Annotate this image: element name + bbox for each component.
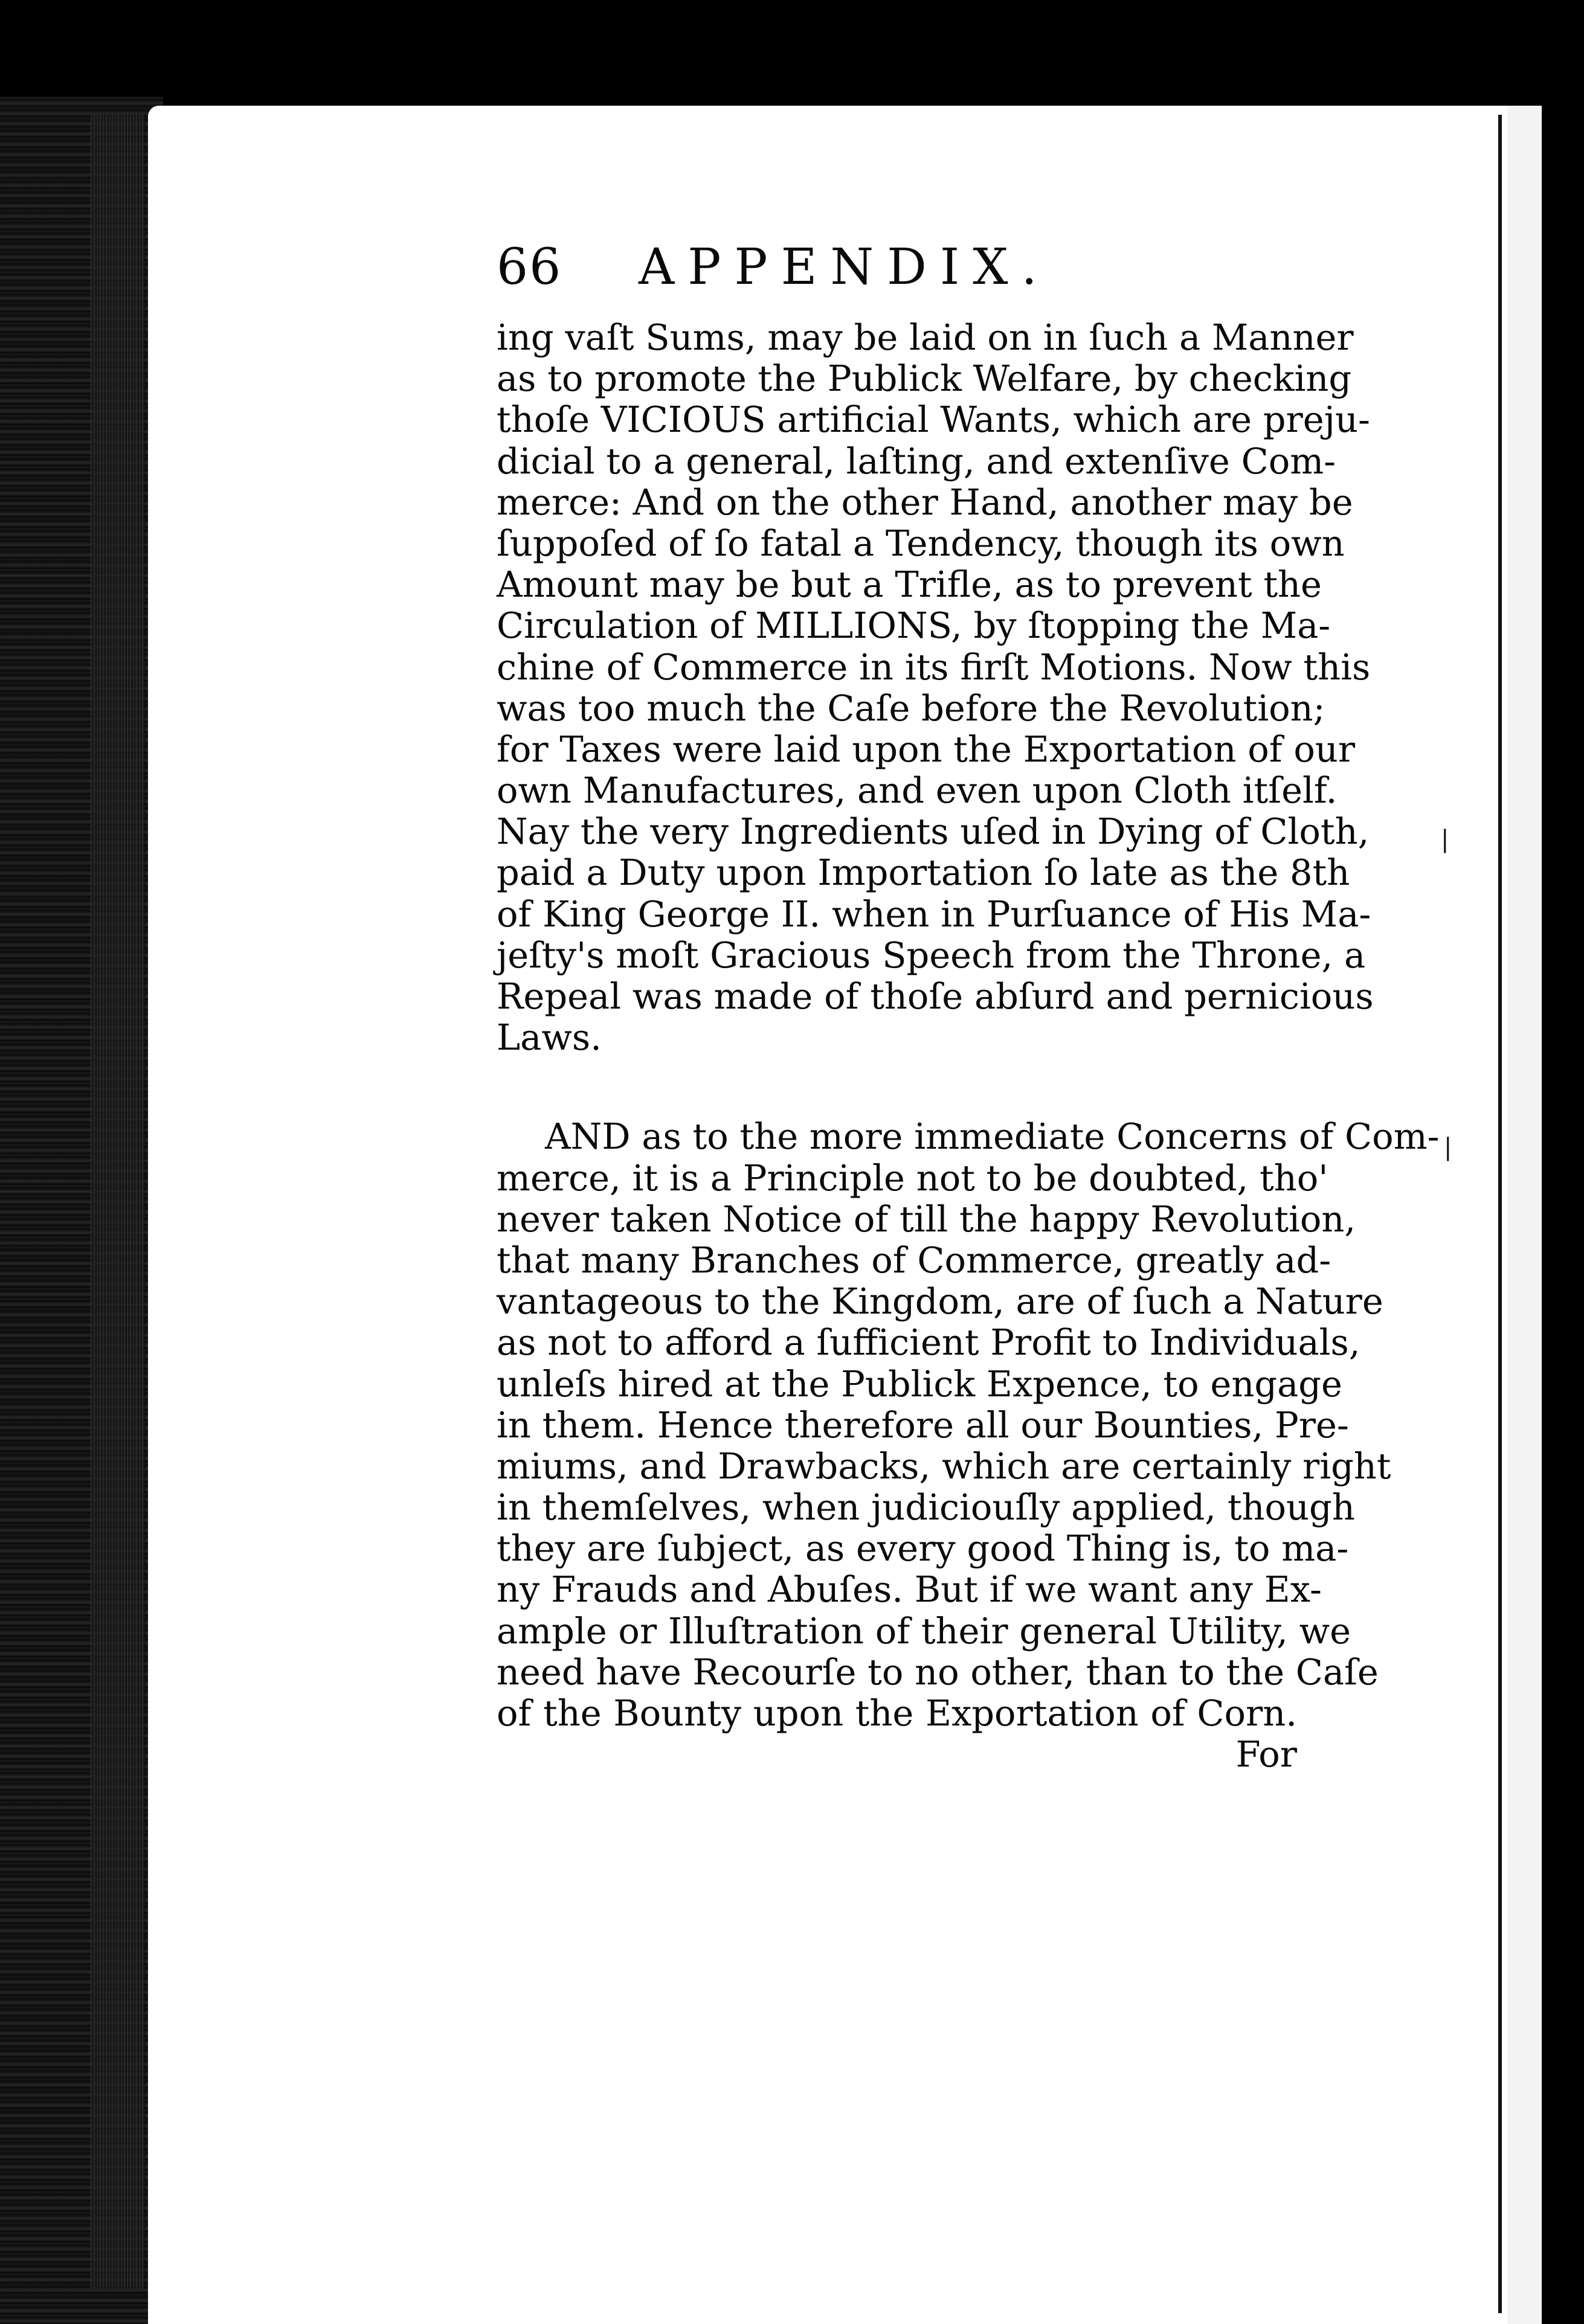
paragraph-1 [497, 316, 1374, 1059]
text-line: Repeal was made of thoſe abſurd and pernicious [497, 975, 1374, 1017]
text-line: Amount may be but a Trifle, as to prevent the [497, 563, 1322, 606]
text-line: chine of Commerce in its firſt Motions. Now this [497, 646, 1371, 688]
text-line: as to promote the Publick Welfare, by checking [497, 358, 1352, 400]
text-line: for Taxes were laid upon the Exportation of our [497, 728, 1356, 770]
text-line: jeſty's moſt Gracious Speech from the Throne, a [497, 934, 1366, 976]
running-head-title: APPENDIX. [639, 239, 1051, 296]
text-line: never taken Notice of till the happy Revolution, [497, 1198, 1356, 1240]
text-line: Laws. [497, 1016, 602, 1059]
margin-mark: | [1444, 1134, 1452, 1161]
text-line: as not to afford a ſufficient Profit to Individuals, [497, 1321, 1360, 1364]
text-line: that many Branches of Commerce, greatly ad- [497, 1239, 1331, 1281]
page-fold-line [1498, 115, 1502, 2313]
next-page-strip [1507, 106, 1544, 2324]
text-line: own Manufactures, and even upon Cloth itſelf. [497, 769, 1338, 812]
text-line: in them. Hence therefore all our Bounties, Pre- [497, 1404, 1349, 1446]
paragraph-2 [497, 1115, 1440, 1776]
text-line: need have Recourſe to no other, than to the Caſe [497, 1651, 1379, 1693]
paragraph-gap [497, 1058, 1297, 1116]
text-line: Circulation of MILLIONS, by ſtopping the Ma- [497, 605, 1331, 647]
text-line: AND as to the more immediate Concerns of Com- [545, 1115, 1440, 1158]
page-number: 66 [497, 239, 562, 296]
text-line: merce: And on the other Hand, another may be [497, 481, 1353, 523]
margin-mark: | [1441, 826, 1449, 853]
text-line: ſuppoſed of ſo fatal a Tendency, though its own [497, 522, 1345, 564]
text-line: in themſelves, when judiciouſly applied, though [497, 1486, 1355, 1529]
text-line: Nay the very Ingredients uſed in Dying of Cloth, [497, 811, 1370, 853]
text-line: thoſe VICIOUS artificial Wants, which are preju- [497, 399, 1370, 441]
text-line: merce, it is a Principle not to be doubted, tho' [497, 1157, 1328, 1199]
text-line: paid a Duty upon Importation ſo late as the 8th [497, 852, 1350, 894]
running-head [497, 239, 1297, 317]
catchword: For [1235, 1733, 1297, 1776]
text-line: ample or Illuſtration of their general Utility, we [497, 1610, 1351, 1652]
text-line: ny Frauds and Abuſes. But if we want any Ex- [497, 1568, 1322, 1611]
text-line: dicial to a general, laſting, and extenſive Com- [497, 440, 1336, 482]
book-gutter-shadow [91, 115, 145, 2289]
text-line: vantageous to the Kingdom, are of ſuch a Nature [497, 1280, 1383, 1323]
text-line: was too much the Caſe before the Revolution; [497, 687, 1325, 729]
text-line: they are ſubject, as every good Thing is, to ma- [497, 1527, 1349, 1570]
text-line: unleſs hired at the Publick Expence, to engage [497, 1363, 1342, 1405]
text-line: ing vaſt Sums, may be laid on in ſuch a Manner [497, 316, 1354, 358]
scan-border-right [1542, 103, 1584, 2324]
text-line: of King George II. when in Purſuance of His Ma- [497, 893, 1371, 935]
text-line: of the Bounty upon the Exportation of Corn. [497, 1692, 1297, 1734]
text-block [497, 239, 1440, 1776]
text-line: miums, and Drawbacks, which are certainly right [497, 1445, 1391, 1487]
